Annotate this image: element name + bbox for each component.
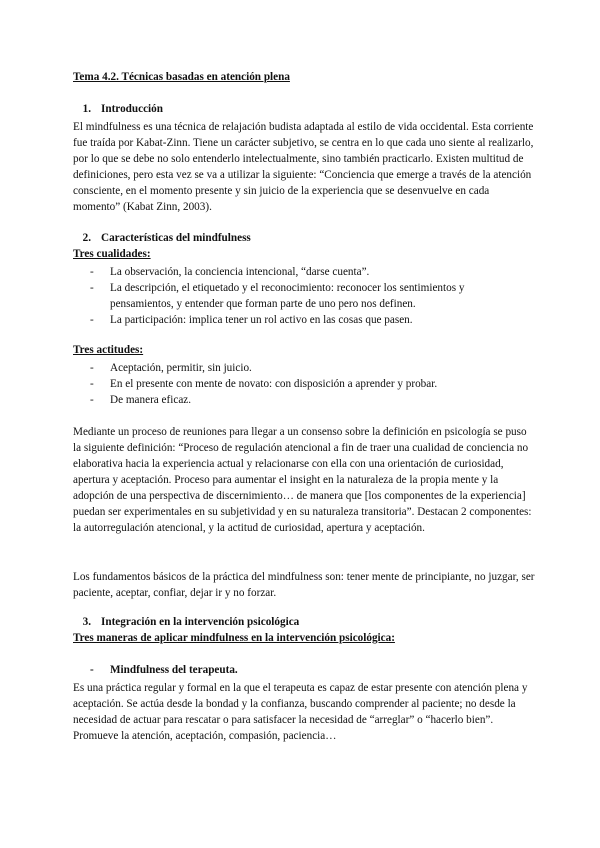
list-item	[90, 280, 520, 312]
definition-paragraph: Mediante un proceso de reuniones para llegar a un consenso sobre la definición en psicología se puso la siguiente definición: “Proceso de regulación atencional a fin de traer una cualidad de conciencia no elaborativa hacia la experiencia actual y relacionarse con ella con una orientación de curiosidad, apertura y aceptación. Proceso para aumentar el insight en la naturaleza de la propia mente y la adopción de una perspectiva de discernimiento… de manera que [los componentes de la experiencia] puedan ser experimentales en su subjetividad y en su naturaleza transitoria”. Destacan 2 componentes: la autorregulación atencional, y la actitud de curiosidad, apertura y aceptación.	[73, 426, 532, 534]
list-item	[90, 392, 520, 408]
list-item-text: La participación: implica tener un rol activo en las cosas que pasen.	[110, 314, 413, 326]
terapeuta-paragraph: Es una práctica regular y formal en la que el terapeuta es capaz de estar presente con atención plena y aceptación. Se actúa desde la bondad y la confianza, buscando comprender al paciente; no desde la necesidad de actuar para rescatar o para satisfacer la necesidad de “arreglar” o “hacerlo bien”. Promueve la atención, aceptación, compasión, paciencia…	[73, 682, 528, 742]
list-item	[90, 360, 520, 376]
list-item-text: La descripción, el etiquetado y el reconocimiento: reconocer los sentimientos y pensamientos, y entender que forman parte de uno pero nos definen.	[110, 282, 465, 310]
list-item	[90, 312, 520, 328]
list-item	[90, 376, 520, 392]
intro-paragraph: El mindfulness es una técnica de relajación budista adaptada al estilo de vida occidental. Esta corriente fue traída por Kabat-Zinn. Tiene un carácter subjetivo, se centra en lo que cada uno siente al realizarlo, por lo que se debe no solo entenderlo intelectualmente, sino también practicarlo. Existen multitud de definiciones, pero esta vez se va a utilizar la siguiente: “Conciencia que emerge a través de la atención consciente, en el momento presente y sin juicio de la experiencia que se desenvuelve en cada momento” (Kabat Zinn, 2003).	[73, 121, 534, 213]
bullet-dash: -	[90, 266, 94, 278]
section-title: Características del mindfulness	[101, 232, 251, 244]
section-heading-caracteristicas	[73, 232, 251, 244]
section-number: 3.	[82, 616, 91, 628]
bullet-dash: -	[90, 314, 94, 326]
bullet-dash: -	[90, 378, 94, 390]
list-item-text: Aceptación, permitir, sin juicio.	[110, 362, 252, 374]
section-heading-integracion	[73, 616, 299, 628]
list-item-text: De manera eficaz.	[110, 394, 192, 406]
fundamentos-paragraph: Los fundamentos básicos de la práctica del mindfulness son: tener mente de principiante, no juzgar, ser paciente, aceptar, confiar, dejar ir y no forzar.	[73, 571, 535, 599]
bullet-dash: -	[90, 282, 94, 294]
section-number: 2.	[82, 232, 91, 244]
document-title: Tema 4.2. Técnicas basadas en atención plena	[73, 71, 290, 83]
list-item	[90, 264, 520, 280]
terapeuta-heading	[90, 664, 238, 676]
section-number: 1.	[82, 103, 91, 115]
bullet-dash: -	[90, 394, 94, 406]
section-heading-introduccion	[73, 103, 163, 115]
terapeuta-title: Mindfulness del terapeuta.	[110, 664, 238, 676]
maneras-heading: Tres maneras de aplicar mindfulness en la intervención psicológica:	[73, 632, 395, 644]
section-title: Integración en la intervención psicológica	[101, 616, 300, 628]
bullet-dash: -	[90, 362, 94, 374]
section-title: Introducción	[101, 103, 163, 115]
bullet-dash: -	[90, 664, 94, 676]
cualidades-heading: Tres cualidades:	[73, 248, 151, 260]
actitudes-heading: Tres actitudes:	[73, 344, 144, 356]
list-item-text: La observación, la conciencia intencional, “darse cuenta”.	[110, 266, 370, 278]
list-item-text: En el presente con mente de novato: con disposición a aprender y probar.	[110, 378, 438, 390]
